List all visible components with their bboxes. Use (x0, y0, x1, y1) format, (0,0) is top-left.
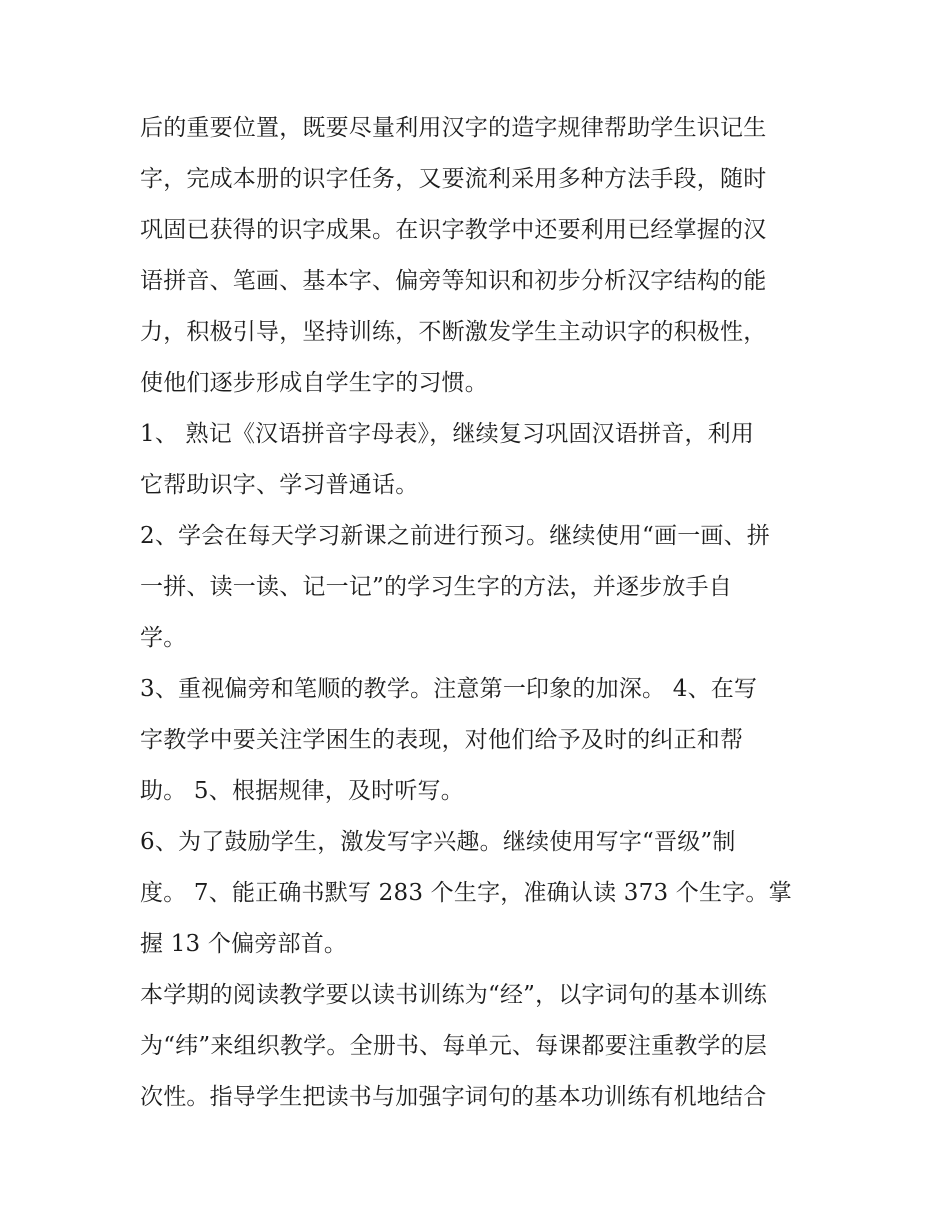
text-line: 1、 熟记《汉语拼音字母表》，继续复习巩固汉语拼音，利用 (140, 421, 755, 447)
text-line: 握 13 个偏旁部首。 (140, 931, 348, 957)
text-line: 本学期的阅读教学要以读书训练为“经”，以字词句的基本训练 (140, 982, 768, 1008)
text-line: 使他们逐步形成自学生字的习惯。 (140, 370, 488, 396)
text-line: 它帮助识字、学习普通话。 (140, 472, 419, 498)
text-line: 助。 5、根据规律，及时听写。 (140, 778, 464, 804)
text-line: 巩固已获得的识字成果。在识字教学中还要利用已经掌握的汉 (140, 217, 767, 243)
text-line: 为“纬”来组织教学。全册书、每单元、每课都要注重教学的层 (140, 1033, 768, 1059)
text-line: 一拼、读一读、记一记”的学习生字的方法，并逐步放手自 (140, 574, 732, 600)
text-line: 6、为了鼓励学生，激发写字兴趣。继续使用写字“晋级”制 (140, 829, 736, 855)
text-line: 次性。指导学生把读书与加强字词句的基本功训练有机地结合 (140, 1084, 767, 1110)
text-line: 语拼音、笔画、基本字、偏旁等知识和初步分析汉字结构的能 (140, 268, 767, 294)
text-line: 后的重要位置，既要尽量利用汉字的造字规律帮助学生识记生 (140, 115, 767, 141)
document-body (140, 103, 830, 1123)
text-line: 学。 (140, 625, 187, 651)
text-line: 力，积极引导，坚持训练，不断激发学生主动识字的积极性， (140, 319, 767, 345)
text-line: 字教学中要关注学困生的表现，对他们给予及时的纠正和帮 (140, 727, 744, 753)
text-line: 2、学会在每天学习新课之前进行预习。继续使用“画一画、拼 (140, 523, 770, 549)
text-line: 度。 7、能正确书默写 283 个生字，准确认读 373 个生字。掌 (140, 880, 792, 906)
text-line: 3、重视偏旁和笔顺的教学。注意第一印象的加深。 4、在写 (140, 676, 758, 702)
text-line: 字，完成本册的识字任务，又要流利采用多种方法手段，随时 (140, 166, 767, 192)
